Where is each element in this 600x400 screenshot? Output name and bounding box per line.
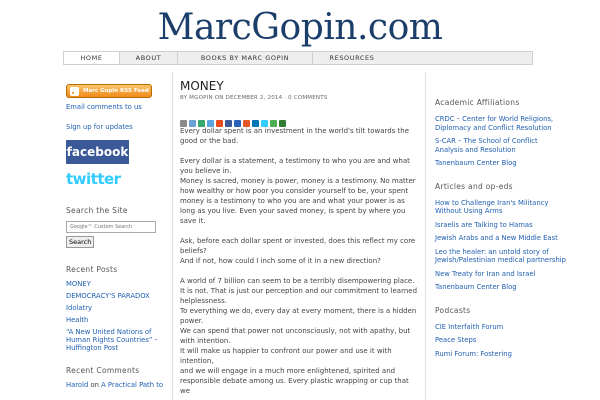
search-form xyxy=(66,221,166,248)
email-comments-link[interactable]: Email comments to us xyxy=(66,103,142,111)
search-title: Search the Site xyxy=(66,206,128,215)
post-paragraph: And if not, how could I inch some of it in a new direction? xyxy=(180,257,381,265)
recent-comments-title: Recent Comments xyxy=(66,366,140,375)
post-paragraph: Ask, before each dollar spent or invested, does this reflect my core beliefs? xyxy=(180,237,416,255)
rss-icon xyxy=(70,87,79,96)
post-paragraph: Money is sacred, money is power, money is a testimony. No matter how wealthy or how poor you consider yourself to be, your spent money is a testimony to who you are and what your power is as long as you live. Even your saved money, is spent by where you save it. xyxy=(180,177,416,225)
post-paragraph: A world of 7 billion can seem to be a terribly disempowering place. It is not. That is just our perception and our commitment to learned helplessness. xyxy=(180,277,418,305)
search-input[interactable] xyxy=(66,221,156,233)
academic-link[interactable]: CRDC – Center for World Religions, Diplomacy and Conflict Resolution xyxy=(435,115,554,132)
tab-home[interactable]: HOME xyxy=(64,52,120,64)
search-button[interactable]: Search xyxy=(66,236,94,248)
tab-resources[interactable]: RESOURCES xyxy=(329,54,375,62)
article-link[interactable]: How to Challenge Iran's Militancy Without Using Arms xyxy=(435,198,549,215)
twitter-button[interactable]: twitter xyxy=(66,170,121,188)
rss-label: Marc Gopin RSS Feed xyxy=(83,88,149,94)
podcasts-list xyxy=(435,323,567,359)
site-title[interactable]: MarcGopin.com xyxy=(157,7,443,48)
post-paragraph: To everything we do, every day at every moment, there is a hidden power. xyxy=(180,307,417,325)
comment-author-link[interactable]: Harold xyxy=(66,381,89,389)
post-area xyxy=(180,78,420,396)
tab-about[interactable]: ABOUT xyxy=(120,52,178,64)
recent-posts-title: Recent Posts xyxy=(66,265,118,274)
post-body xyxy=(180,126,420,396)
post-meta: BY MGOPIN ON DECEMBER 2, 2014 · 0 COMMENTS xyxy=(180,95,328,101)
recent-post-link[interactable]: DEMOCRACY'S PARADOX xyxy=(66,292,150,300)
right-sidebar xyxy=(435,98,567,363)
article-link[interactable]: New Treaty for Iran and Israel xyxy=(435,269,536,278)
post-title[interactable]: MONEY xyxy=(180,79,224,93)
articles-list xyxy=(435,199,567,292)
main-nav xyxy=(63,51,533,65)
rss-feed-button[interactable] xyxy=(66,84,152,98)
post-paragraph: and we will engage in a much more enlightened, spirited and responsible debate among us. Every plastic wrapping or cup that we xyxy=(180,367,409,395)
divider xyxy=(425,72,426,400)
article-link[interactable]: Jewish Arabs and a New Middle East xyxy=(435,234,558,242)
podcasts-title: Podcasts xyxy=(435,305,471,315)
facebook-button[interactable]: facebook xyxy=(66,140,129,164)
podcast-link[interactable]: Peace Steps xyxy=(435,336,477,344)
article-link[interactable]: Tanenbaum Center Blog xyxy=(435,283,517,291)
post-paragraph: It will make us happier to confront our power and use it with intention, xyxy=(180,347,392,365)
podcast-link[interactable]: Rumi Forum: Fostering xyxy=(435,349,512,358)
academic-list xyxy=(435,115,567,168)
recent-post-link[interactable]: Health xyxy=(66,316,89,324)
article-link[interactable]: Israelis are Talking to Hamas xyxy=(435,220,533,229)
academic-link[interactable]: Tanenbaum Center Blog xyxy=(435,159,517,167)
post-paragraph: Every dollar spent is an investment in the world's tilt towards the good or the bad. xyxy=(180,127,410,145)
academic-title: Academic Affiliations xyxy=(435,98,520,107)
comment-post-link[interactable]: A Practical Path to xyxy=(101,381,164,389)
recent-post-link[interactable]: “A New United Nations of Human Rights Countries” – Huffington Post xyxy=(66,328,158,352)
article-link[interactable]: Leo the healer: an untold story of Jewish/Palestinian medical partnership xyxy=(435,247,566,264)
articles-title: Articles and op-eds xyxy=(435,181,513,191)
academic-link[interactable]: S-CAR – The School of Conflict Analysis and Resolution xyxy=(435,137,538,154)
left-sidebar xyxy=(66,84,166,389)
recent-post-link[interactable]: MONEY xyxy=(66,280,91,288)
post-paragraph: Every dollar is a statement, a testimony to who you are and what you believe in. xyxy=(180,157,410,175)
divider xyxy=(172,72,173,400)
podcast-link[interactable]: CIE Interfaith Forum xyxy=(435,322,504,331)
recent-posts-list xyxy=(66,280,166,352)
recent-comment xyxy=(66,381,166,389)
post-paragraph: We can spend that power not unconsciously, not with apathy, but with intention. xyxy=(180,327,411,345)
tab-books[interactable]: BOOKS BY MARC GOPIN xyxy=(178,52,313,64)
comment-on-text: on xyxy=(90,381,99,389)
signup-link[interactable]: Sign up for updates xyxy=(66,123,133,131)
recent-post-link[interactable]: Idolatry xyxy=(66,304,93,312)
